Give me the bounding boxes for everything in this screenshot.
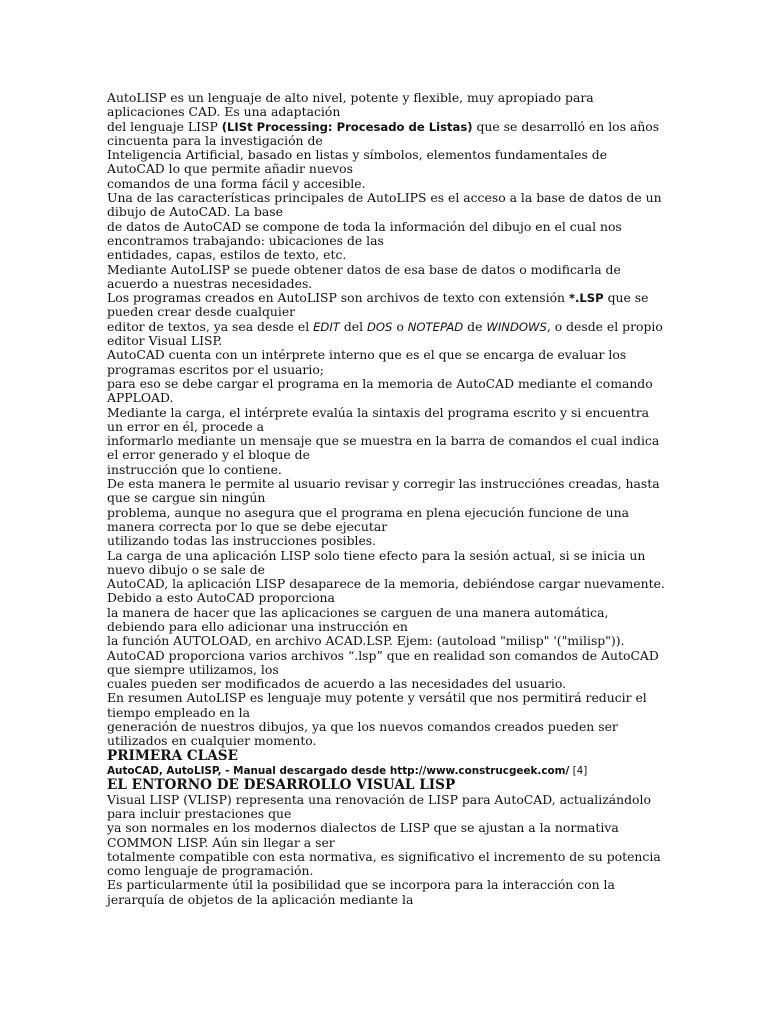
paragraph-p12 <box>107 377 667 406</box>
source-reference: [4] <box>569 764 588 777</box>
text-run: de <box>463 318 487 334</box>
italic-text: DOS <box>366 319 393 334</box>
paragraph-p20 <box>107 577 667 606</box>
paragraph-p11 <box>107 348 667 377</box>
paragraph-p9 <box>107 291 667 320</box>
text-run: AutoLISP es un lenguaje de alto nivel, potente y flexible, muy apropiado para aplicaciones CAD. Es una adaptación <box>107 90 594 120</box>
paragraph-p13 <box>107 406 667 435</box>
paragraph-p17 <box>107 506 667 535</box>
text-run: del lenguaje LISP <box>107 118 222 134</box>
text-run: entidades, capas, estilos de texto, etc. <box>107 247 347 263</box>
bold-text: *.LSP <box>568 291 604 306</box>
text-run: problema, aunque no asegura que el programa en plena ejecución funcione de una manera correcta por lo que se debe ejecutar <box>107 504 629 534</box>
paragraph-p6 <box>107 220 667 249</box>
italic-text: EDIT <box>313 319 340 334</box>
paragraph-q3 <box>107 850 667 879</box>
text-run: Los programas creados en AutoLISP son archivos de texto con extensión <box>107 290 569 306</box>
paragraph-p26 <box>107 720 667 749</box>
paragraph-p19 <box>107 549 667 578</box>
paragraph-p1 <box>107 91 667 120</box>
paragraph-p10 <box>107 320 667 349</box>
text-run: AutoCAD, la aplicación LISP desaparece de la memoria, debiéndose cargar nuevamente. Debido a esto AutoCAD proporciona <box>107 576 665 606</box>
text-run: del <box>339 318 367 334</box>
intro-section <box>107 91 667 749</box>
paragraph-p3 <box>107 148 667 177</box>
text-run: Es particularmente útil la posibilidad que se incorpora para la interacción con la jerarquía de objetos de la aplicación mediante la <box>107 877 615 907</box>
vlisp-section <box>107 793 667 907</box>
text-run: , o desde el propio editor Visual LISP. <box>107 318 663 349</box>
text-run: AutoCAD proporciona varios archivos “.lsp” que en realidad son comandos de AutoCAD que siempre utilizamos, los <box>107 647 659 677</box>
document-page <box>107 91 667 907</box>
section-heading-entorno: EL ENTORNO DE DESARROLLO VISUAL LISP <box>107 776 456 793</box>
text-run: la manera de hacer que las aplicaciones se carguen de una manera automática, debiendo para ello adicionar una instrucción en <box>107 604 609 634</box>
text-run: De esta manera le permite al usuario revisar y corregir las instrucciónes creadas, hasta que se cargue sin ningún <box>107 476 660 506</box>
paragraph-q1 <box>107 793 667 822</box>
paragraph-p14 <box>107 434 667 463</box>
text-run: de datos de AutoCAD se compone de toda la información del dibujo en el cual nos encontramos trabajando: ubicaciones de las <box>107 218 622 248</box>
source-line <box>107 764 667 778</box>
paragraph-p8 <box>107 263 667 292</box>
paragraph-p21 <box>107 606 667 635</box>
paragraph-q4 <box>107 878 667 907</box>
paragraph-p15 <box>107 463 667 477</box>
paragraph-p7 <box>107 248 667 262</box>
paragraph-p18 <box>107 534 667 548</box>
text-run: comandos de una forma fácil y accesible. <box>107 175 366 191</box>
text-run: instrucción que lo contiene. <box>107 461 282 477</box>
italic-text: WINDOWS <box>486 319 547 334</box>
text-run: totalmente compatible con esta normativa, es significativo el incremento de su potencia como lenguaje de programación. <box>107 848 661 879</box>
paragraph-p2 <box>107 120 667 149</box>
paragraph-p23 <box>107 649 667 678</box>
text-run: la función AUTOLOAD, en archivo ACAD.LSP. Ejem: (autoload "milisp" '("milisp")). <box>107 633 625 649</box>
paragraph-p4 <box>107 177 667 191</box>
paragraph-p22 <box>107 634 667 648</box>
text-run: que se pueden crear desde cualquier <box>107 290 649 320</box>
paragraph-p5 <box>107 191 667 220</box>
paragraph-p24 <box>107 677 667 691</box>
source-text: AutoCAD, AutoLISP, - Manual descargado desde http://www.construcgeek.com/ <box>107 764 570 777</box>
text-run: Una de las características principales de AutoLIPS es el acceso a la base de datos de un dibujo de AutoCAD. La base <box>107 190 662 220</box>
text-run: En resumen AutoLISP es lenguaje muy potente y versátil que nos permitirá reducir el tiempo empleado en la <box>107 690 647 720</box>
text-run: Inteligencia Artificial, basado en listas y símbolos, elementos fundamentales de AutoCAD lo que permite añadir nuevos <box>107 147 608 177</box>
text-run: ya son normales en los modernos dialectos de LISP que se ajustan a la normativa COMMON LISP. Aún sin llegar a ser <box>107 820 619 850</box>
text-run: para eso se debe cargar el programa en la memoria de AutoCAD mediante el comando APPLOAD. <box>107 375 653 406</box>
paragraph-q2 <box>107 821 667 850</box>
text-run: Visual LISP (VLISP) representa una renovación de LISP para AutoCAD, actualizándolo para incluir prestaciones que <box>107 791 651 821</box>
text-run: Mediante la carga, el intérprete evalúa la sintaxis del programa escrito y si encuentra un error en él, procede a <box>107 404 650 434</box>
paragraph-p25 <box>107 691 667 720</box>
text-run: editor de textos, ya sea desde el <box>107 318 314 334</box>
section-heading-primera-clase: PRIMERA CLASE <box>107 747 238 764</box>
italic-text: NOTEPAD <box>407 319 464 334</box>
text-run: que se desarrolló en los años cincuenta para la investigación de <box>107 118 660 148</box>
paragraph-p16 <box>107 477 667 506</box>
text-run: cuales pueden ser modificados de acuerdo a las necesidades del usuario. <box>107 676 567 692</box>
text-run: AutoCAD cuenta con un intérprete interno que es el que se encarga de evaluar los programas escritos por el usuario; <box>107 347 627 377</box>
text-run: utilizando todas las instrucciones posibles. <box>107 533 377 549</box>
text-run: o <box>392 318 408 334</box>
text-run: informarlo mediante un mensaje que se muestra en la barra de comandos el cual indica el error generado y el bloque de <box>107 433 660 463</box>
bold-text: (LISt Processing: Procesado de Listas) <box>221 119 473 134</box>
text-run: La carga de una aplicación LISP solo tiene efecto para la sesión actual, si se inicia un nuevo dibujo o se sale de <box>107 547 646 577</box>
text-run: generación de nuestros dibujos, ya que los nuevos comandos creados pueden ser utilizados en cualquier momento. <box>107 719 618 749</box>
text-run: Mediante AutoLISP se puede obtener datos de esa base de datos o modificarla de acuerdo a nuestras necesidades. <box>107 261 621 291</box>
